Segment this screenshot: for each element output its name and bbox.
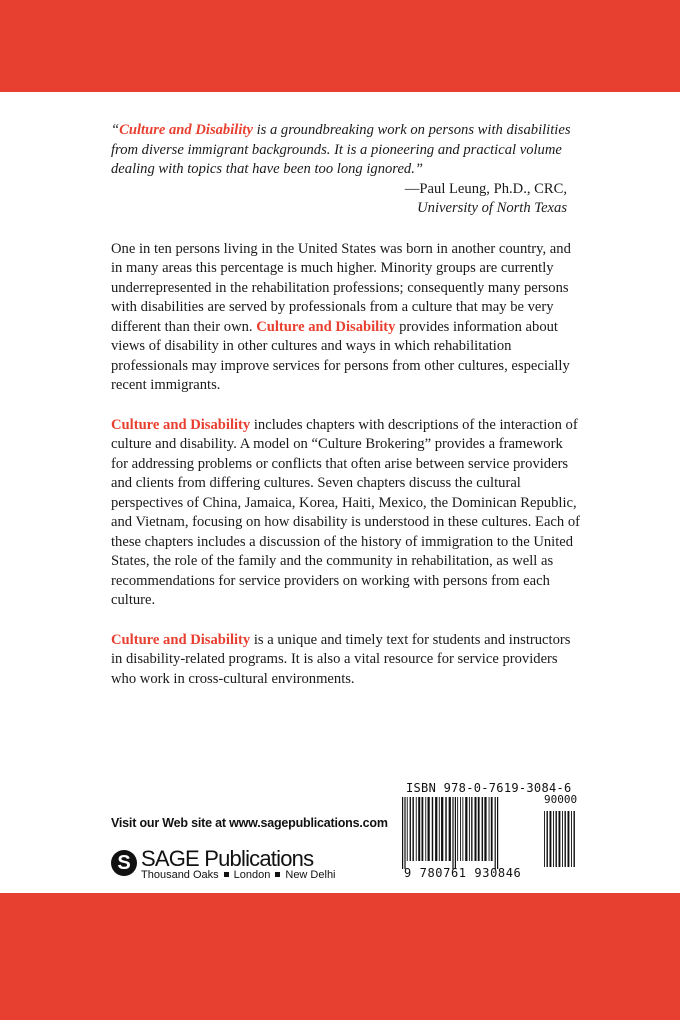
barcode-bar	[462, 797, 463, 861]
barcode-bar	[469, 797, 470, 861]
description-paragraph-3	[111, 631, 581, 690]
quote-affiliation: University of North Texas	[417, 200, 567, 216]
barcode-bar	[484, 797, 486, 861]
barcode-bar	[425, 797, 426, 861]
barcode-bar	[465, 797, 467, 861]
city-london: London	[233, 869, 271, 881]
barcode-bar	[441, 797, 443, 861]
barcode-bar	[559, 811, 561, 867]
barcode-bar	[571, 811, 572, 867]
barcode-bar	[491, 797, 493, 861]
barcode-bar	[574, 811, 575, 867]
barcode-bars-icon	[396, 797, 588, 869]
p2-book-title: Culture and Disability	[111, 416, 251, 433]
city-separator-icon	[224, 872, 229, 877]
description-paragraph-2	[111, 416, 581, 611]
p1-text-b: provides information about views of disability in other cultures and ways in which rehabilitation professionals may improve services for persons from other cultures, especially recent immigrants.	[111, 318, 570, 393]
bottom-red-band	[0, 893, 680, 1020]
p1-book-title: Culture and Disability	[256, 318, 396, 335]
barcode-bar	[428, 797, 430, 861]
barcode-bar	[553, 811, 554, 867]
barcode-bar	[435, 797, 437, 861]
barcode-bar	[547, 811, 548, 867]
top-red-band	[0, 0, 680, 92]
barcode-bar	[407, 797, 408, 861]
barcode-bar	[489, 797, 490, 861]
quote-author: —Paul Leung, Ph.D., CRC,	[404, 180, 567, 197]
barcode-bar	[565, 811, 566, 867]
barcode-bar	[418, 797, 420, 861]
barcode-bar	[482, 797, 483, 861]
city-new-delhi: New Delhi	[285, 869, 336, 881]
sage-logo-icon: S	[111, 850, 137, 876]
description-paragraph-1	[111, 240, 581, 396]
barcode-bar	[495, 797, 496, 869]
sage-publications-logo	[111, 848, 371, 884]
ean-number: 9 780761 930846	[404, 866, 522, 880]
barcode-bar	[410, 797, 411, 861]
barcode-bar	[544, 811, 545, 867]
barcode-bar	[452, 797, 453, 869]
barcode-bar	[432, 797, 433, 861]
price-code: 90000	[544, 793, 578, 806]
barcode-bar	[460, 797, 461, 861]
publisher-website-text: Visit our Web site at www.sagepublications.com	[111, 816, 388, 830]
city-separator-icon	[275, 872, 280, 877]
back-cover-text	[111, 121, 581, 689]
isbn-barcode	[396, 781, 588, 886]
endorsement-quote	[111, 121, 581, 180]
p1-text-a: One in ten persons living in the United States was born in another country, and in many areas this percentage is much higher. Minority groups are currently underrepresented in the rehabilitation professions; consequently many persons with disabilities are served by professionals from a culture that may be very different than their own.	[111, 240, 571, 335]
barcode-bar	[550, 811, 552, 867]
isbn-number: ISBN 978-0-7619-3084-6	[406, 781, 572, 795]
barcode-bar	[422, 797, 424, 861]
barcode-bar	[457, 797, 458, 861]
quote-book-title: Culture and Disability	[119, 122, 253, 138]
open-quote: “	[111, 122, 120, 138]
barcode-bar	[445, 797, 446, 861]
quote-text: is a groundbreaking work on persons with disabilities from diverse immigrant backgrounds. It is a pioneering and practical volume dealing with topics that have been too long ignored.”	[111, 122, 571, 177]
barcode-bar	[568, 811, 570, 867]
barcode-bar	[449, 797, 451, 861]
barcode-bar	[562, 811, 563, 867]
p3-text: is a unique and timely text for students and instructors in disability-related programs. It is also a vital resource for service providers who work in cross-cultural environments.	[111, 631, 571, 687]
barcode-bar	[412, 797, 413, 861]
barcode-bar	[439, 797, 440, 861]
barcode-bar	[416, 797, 417, 861]
barcode-bar	[497, 797, 498, 869]
barcode-bar	[402, 797, 403, 869]
barcode-bar	[478, 797, 480, 861]
barcode-bar	[455, 797, 456, 869]
barcode-bar	[556, 811, 557, 867]
publisher-name: SAGE Publications	[141, 846, 314, 871]
p3-book-title: Culture and Disability	[111, 631, 251, 648]
barcode-bar	[404, 797, 405, 869]
barcode-bar	[475, 797, 477, 861]
barcode-bar	[471, 797, 472, 861]
city-thousand-oaks: Thousand Oaks	[141, 869, 219, 881]
publisher-cities	[141, 869, 336, 881]
endorsement-attribution	[111, 180, 581, 219]
p2-text: includes chapters with descriptions of the interaction of culture and disability. A model on “Culture Brokering” provides a framework for addressing problems or conflicts that often arise between service providers and clients from differing cultures. Seven chapters discuss the cultural perspectives of China, Jamaica, Korea, Haiti, Mexico, the Dominican Republic, and Vietnam, focusing on how disability is understood in these cultures. Each of these chapters includes a discussion of the history of immigration to the United States, the role of the family and the community in rehabilitation, as well as recommendations for service providers on working with persons from each culture.	[111, 416, 581, 608]
